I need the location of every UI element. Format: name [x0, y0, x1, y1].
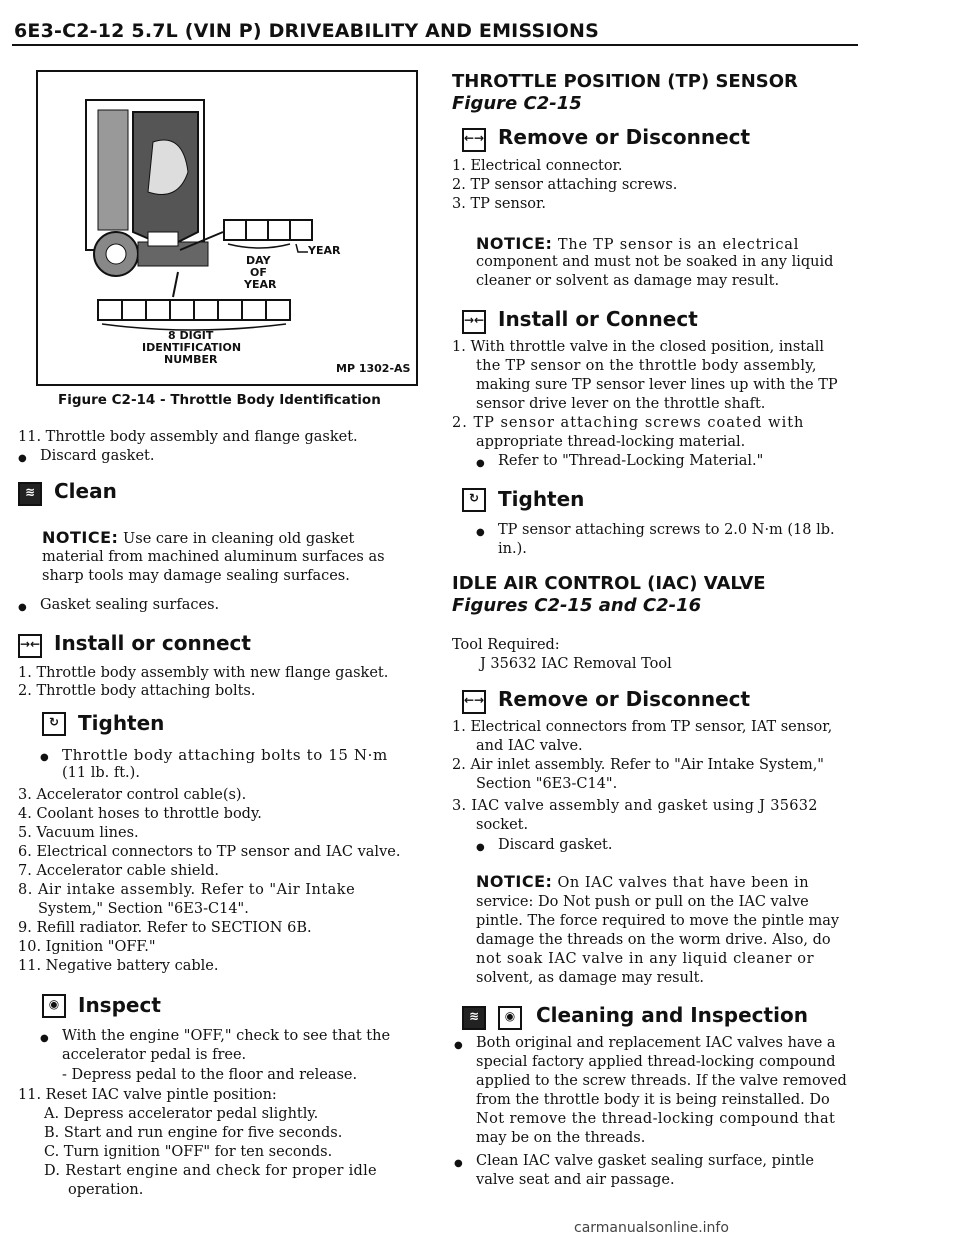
- clean-heading: Clean: [54, 479, 117, 503]
- tighten-tp-2: in.).: [498, 541, 527, 557]
- header-rule: [12, 44, 858, 46]
- install-tp-2b: appropriate thread-locking material.: [476, 434, 746, 450]
- reset-step-d1: D. Restart engine and check for proper idle: [44, 1163, 377, 1179]
- remove-iac-1a: 1. Electrical connectors from TP sensor, IAT sensor,: [452, 719, 833, 735]
- iac-figures: Figures C2-15 and C2-16: [452, 595, 702, 616]
- figure-throttle-body: [36, 70, 418, 386]
- notice-tp-text-2: component and must not be soaked in any liquid: [476, 254, 834, 270]
- notice-tp-text-3: cleaner or solvent as damage may result.: [476, 273, 780, 289]
- inspect-heading: Inspect: [78, 993, 161, 1017]
- install-icon: →←: [18, 634, 42, 658]
- ci-line-7: ● Clean IAC valve gasket sealing surface, pintle: [476, 1152, 814, 1171]
- tp-sensor-figure: Figure C2-15: [452, 93, 582, 114]
- notice-text-1: Use care in cleaning old gasket: [123, 531, 355, 547]
- notice-iac-5: not soak IAC valve in any liquid cleaner or: [476, 951, 815, 967]
- remove-step-1: 1. Electrical connector.: [452, 158, 623, 174]
- label-of: OF: [250, 266, 267, 279]
- throttle-body-illustration: [38, 72, 416, 384]
- remove-iac-3a: 3. IAC valve assembly and gasket using J 35632: [452, 798, 818, 814]
- tighten-tp-icon: ↻: [462, 488, 486, 512]
- inspect-line-2: accelerator pedal is free.: [62, 1047, 247, 1063]
- clean-icon: ≋: [18, 482, 42, 506]
- notice-text-3: sharp tools may damage sealing surfaces.: [42, 568, 350, 584]
- cleaning-icon: ≋: [462, 1006, 486, 1030]
- remove-iac-icon: ←→: [462, 690, 486, 714]
- notice-tp-text-1: The TP sensor is an electrical: [557, 237, 800, 253]
- remove-iac-2a: 2. Air inlet assembly. Refer to "Air Intake System,": [452, 757, 824, 773]
- tighten-tp-1: ● TP sensor attaching screws to 2.0 N·m (18 lb.: [498, 521, 835, 540]
- ci-line-3: applied to the screw threads. If the valve removed: [476, 1073, 847, 1089]
- reset-step-b: B. Start and run engine for five seconds.: [44, 1125, 343, 1141]
- tighten-bolts-1: ● Throttle body attaching bolts to 15 N·m: [62, 746, 388, 765]
- ci-line-6: may be on the threads.: [476, 1130, 646, 1146]
- inspect-line-1: ● With the engine "OFF," check to see that the: [62, 1027, 390, 1046]
- install-connect-heading: Install or Connect: [498, 307, 698, 331]
- tool-required: Tool Required:: [452, 637, 560, 653]
- discard-gasket: ● Discard gasket.: [40, 447, 154, 466]
- notice-iac: [476, 872, 809, 893]
- notice-clean: [42, 528, 354, 549]
- remove-heading: Remove or Disconnect: [498, 125, 751, 149]
- notice-iac-2: service: Do Not push or pull on the IAC valve: [476, 894, 809, 910]
- tp-sensor-title: THROTTLE POSITION (TP) SENSOR: [452, 71, 798, 92]
- remove-icon: ←→: [462, 128, 486, 152]
- watermark: carmanualsonline.info: [574, 1220, 729, 1236]
- tighten-icon: ↻: [42, 712, 66, 736]
- ci-line-1: ● Both original and replacement IAC valves have a: [476, 1034, 836, 1053]
- install-tp-2a: 2. TP sensor attaching screws coated with: [452, 415, 805, 431]
- install-heading: Install or connect: [54, 631, 251, 655]
- install-tp-1d: sensor drive lever on the throttle shaft.: [476, 396, 766, 412]
- remove-step-3: 3. TP sensor.: [452, 196, 546, 212]
- install-step-6: 6. Electrical connectors to TP sensor and IAC valve.: [18, 844, 401, 860]
- reset-step-a: A. Depress accelerator pedal slightly.: [44, 1106, 319, 1122]
- reset-step-d2: operation.: [68, 1182, 144, 1198]
- reset-step-11: 11. Reset IAC valve pintle position:: [18, 1087, 277, 1103]
- install-step-1: 1. Throttle body assembly with new flange gasket.: [18, 665, 389, 681]
- remove-iac-2b: Section "6E3-C14".: [476, 776, 618, 792]
- label-8-digit: 8 DIGIT: [168, 329, 214, 342]
- install-step-4: 4. Coolant hoses to throttle body.: [18, 806, 262, 822]
- remove-iac-heading: Remove or Disconnect: [498, 687, 751, 711]
- label-year: YEAR: [308, 244, 341, 257]
- install-tp-1a: 1. With throttle valve in the closed position, install: [452, 339, 825, 355]
- step-11: 11. Throttle body assembly and flange gasket.: [18, 429, 358, 445]
- iac-title: IDLE AIR CONTROL (IAC) VALVE: [452, 573, 766, 594]
- remove-iac-3b: socket.: [476, 817, 529, 833]
- install-step-2: 2. Throttle body attaching bolts.: [18, 683, 256, 699]
- install-tp-1c: making sure TP sensor lever lines up with the TP: [476, 377, 838, 393]
- notice-iac-4: damage the threads on the worm drive. Also, do: [476, 932, 831, 948]
- notice-iac-6: solvent, as damage may result.: [476, 970, 705, 986]
- remove-iac-3c: ● Discard gasket.: [498, 836, 612, 855]
- inspect-icon: ◉: [42, 994, 66, 1018]
- install-step-10: 10. Ignition "OFF.": [18, 939, 156, 955]
- install-step-7: 7. Accelerator cable shield.: [18, 863, 220, 879]
- label-identification: IDENTIFICATION: [142, 341, 242, 354]
- ci-line-4: from the throttle body it is being reinstalled. Do: [476, 1092, 830, 1108]
- install-tp-2c: ● Refer to "Thread-Locking Material.": [498, 452, 763, 471]
- figure-ref: MP 1302-AS: [336, 362, 411, 375]
- notice-iac-label: NOTICE:: [476, 872, 553, 891]
- install-step-5: 5. Vacuum lines.: [18, 825, 139, 841]
- figure-caption: Figure C2-14 - Throttle Body Identification: [58, 392, 381, 408]
- install-tp-1b: the TP sensor on the throttle body assembly,: [476, 358, 817, 374]
- gasket-surfaces: ● Gasket sealing surfaces.: [40, 596, 219, 615]
- install-step-11: 11. Negative battery cable.: [18, 958, 219, 974]
- reset-step-c: C. Turn ignition "OFF" for ten seconds.: [44, 1144, 333, 1160]
- notice-iac-3: pintle. The force required to move the pintle may: [476, 913, 840, 929]
- install-step-8a: 8. Air intake assembly. Refer to "Air Intake: [18, 882, 356, 898]
- remove-step-2: 2. TP sensor attaching screws.: [452, 177, 678, 193]
- tighten-tp-heading: Tighten: [498, 487, 585, 511]
- inspection-icon: ◉: [498, 1006, 522, 1030]
- page-header: 6E3-C2-12 5.7L (VIN P) DRIVEABILITY AND EMISSIONS: [14, 20, 599, 42]
- notice-text-2: material from machined aluminum surfaces as: [42, 549, 385, 565]
- inspect-line-3: - Depress pedal to the floor and release.: [62, 1067, 358, 1083]
- ci-line-5: Not remove the thread-locking compound that: [476, 1111, 836, 1127]
- notice-label: NOTICE:: [42, 528, 119, 547]
- notice-iac-1: On IAC valves that have been in: [557, 875, 810, 891]
- install-step-9: 9. Refill radiator. Refer to SECTION 6B.: [18, 920, 312, 936]
- cleaning-inspection-heading: Cleaning and Inspection: [536, 1003, 808, 1027]
- tighten-heading: Tighten: [78, 711, 165, 735]
- install-step-3: 3. Accelerator control cable(s).: [18, 787, 247, 803]
- tighten-bolts-2: (11 lb. ft.).: [62, 765, 140, 781]
- label-day: DAY: [246, 254, 271, 267]
- label-year-2: YEAR: [244, 278, 277, 291]
- install-step-8b: System," Section "6E3-C14".: [38, 901, 249, 917]
- notice-tp: [476, 234, 799, 255]
- label-number: NUMBER: [164, 353, 218, 366]
- notice-tp-label: NOTICE:: [476, 234, 553, 253]
- install-connect-icon: →←: [462, 310, 486, 334]
- tool-name: J 35632 IAC Removal Tool: [480, 656, 672, 672]
- remove-iac-1b: and IAC valve.: [476, 738, 583, 754]
- ci-line-2: special factory applied thread-locking compound: [476, 1054, 836, 1070]
- ci-line-8: valve seat and air passage.: [476, 1172, 675, 1188]
